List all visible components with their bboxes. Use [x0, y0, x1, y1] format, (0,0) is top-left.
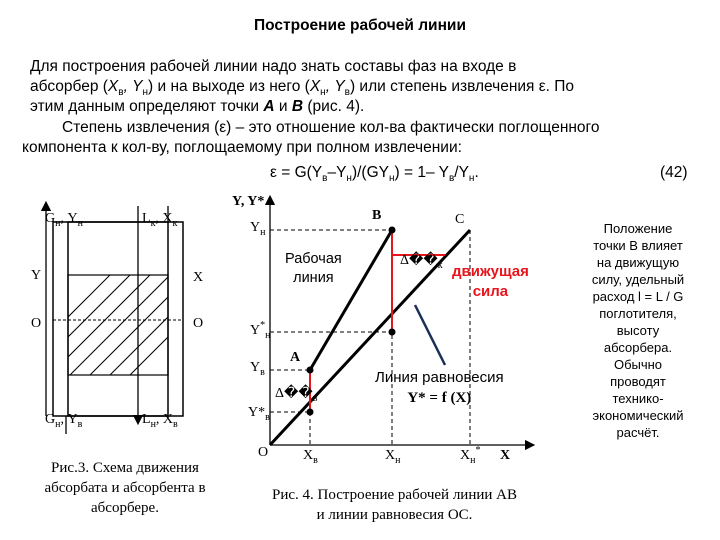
var-y: , Y	[123, 78, 143, 95]
t: , X	[155, 211, 173, 226]
t: , Y	[60, 211, 78, 226]
spacer	[358, 305, 378, 310]
label-line: Y* = f (X)	[407, 390, 472, 406]
formula-part: ε = G(Y	[270, 164, 323, 181]
sub: н	[346, 173, 352, 184]
t: , Y	[60, 412, 78, 427]
t: G	[45, 412, 56, 427]
yv-label	[250, 360, 265, 376]
o-right-label: O	[193, 316, 204, 331]
sub: н	[470, 455, 476, 466]
delta-yv-label	[275, 385, 317, 402]
sub: в	[322, 173, 328, 184]
driving-force-label	[452, 262, 529, 302]
note-line: расход l = L / G	[592, 289, 684, 304]
sub: н	[395, 455, 401, 466]
point-a-ref: A	[263, 98, 275, 115]
paragraph-line-5: компонента к кол-ву, поглощаемому при полном извлечении:	[22, 139, 462, 156]
sub: н	[260, 227, 266, 238]
formula-number: (42)	[660, 164, 688, 181]
y-label: Y	[31, 268, 42, 283]
note-line: поглотителя,	[599, 306, 677, 321]
paragraph-line-1: Для построения рабочей линии надо знать составы фаз на входе в	[30, 58, 517, 75]
absorber-inner	[68, 222, 168, 416]
caption-line: и линии равновесия OC.	[316, 507, 473, 523]
note-line: силу, удельный	[591, 272, 685, 287]
xn-star-label: $X_н^*$	[460, 445, 481, 466]
t: G	[45, 211, 56, 226]
sub: н	[142, 87, 149, 98]
caption-line: Рис. 4. Построение рабочей линии AB	[272, 487, 517, 503]
label-line: движущая	[452, 263, 529, 280]
t: , X	[155, 412, 174, 427]
point-eq-v-marker	[307, 409, 314, 416]
note-line: экономический	[592, 408, 684, 423]
working-line-diagram	[230, 190, 560, 465]
yn-star-label: $Y^*_н$	[250, 320, 271, 341]
fig4-caption	[232, 485, 557, 525]
delta-yk-label	[400, 252, 443, 269]
text: (рис. 4).	[303, 98, 365, 115]
formula-part: ) = 1– Y	[394, 164, 449, 181]
equilibrium-pointer	[415, 305, 445, 365]
caption-line: абсорбере.	[91, 500, 159, 516]
t: L	[142, 211, 151, 226]
o-left-label: O	[31, 316, 42, 331]
label-line: Рабочая	[285, 251, 342, 267]
gas-top-label	[45, 211, 83, 227]
point-c-label: C	[455, 212, 465, 227]
t: X	[385, 448, 396, 463]
sub: к	[172, 218, 178, 229]
note-line: высоту	[616, 323, 660, 338]
note-line: проводят	[610, 374, 666, 389]
t: X	[303, 448, 314, 463]
sub: в	[312, 393, 318, 404]
sub: к	[437, 260, 443, 271]
var-x: X	[309, 78, 321, 95]
sub: в	[260, 367, 265, 378]
text: ) и на выходе из него (	[148, 78, 310, 95]
t: Y*	[248, 405, 266, 420]
x-axis-label: X	[500, 448, 511, 463]
t: Y	[250, 323, 261, 338]
xn-label	[385, 448, 400, 464]
t: X	[460, 448, 471, 463]
label-line: сила	[472, 283, 509, 300]
sub: в	[313, 455, 318, 466]
note-line: точки B влияет	[593, 238, 683, 253]
equilibrium-label	[375, 368, 504, 408]
sub: в	[448, 173, 455, 184]
text: ) или степень извлечения ε. По	[349, 78, 575, 95]
sub: н	[55, 218, 61, 229]
point-b-marker	[389, 227, 396, 234]
yn-label	[250, 220, 265, 236]
origin-label: O	[258, 445, 269, 460]
t: Y	[250, 360, 261, 375]
sub: н	[150, 419, 156, 430]
packing-section	[68, 275, 168, 375]
sub: н	[55, 419, 61, 430]
text: абсорбер (	[30, 78, 108, 95]
point-b-label: B	[372, 208, 382, 223]
var-y: , Y	[325, 78, 345, 95]
paragraph-line-3	[30, 97, 364, 117]
absorber-scheme	[0, 190, 225, 440]
liquid-bottom-label	[142, 412, 178, 428]
t: Δ��	[400, 253, 438, 268]
text: и	[274, 98, 292, 115]
point-eq-k-marker	[389, 329, 396, 336]
note-line: Положение	[603, 221, 673, 236]
gas-bottom-label	[45, 412, 82, 428]
sub: в	[118, 87, 124, 98]
text: этим данным определяют точки	[30, 98, 264, 115]
y-axis-label: Y, Y*	[232, 194, 265, 209]
formula	[270, 163, 479, 185]
label-line: линия	[293, 270, 334, 286]
note-line: расчёт.	[616, 425, 660, 440]
liquid-top-label	[142, 211, 177, 227]
var-x: X	[107, 78, 119, 95]
point-a-label: A	[290, 350, 301, 365]
sub: н	[388, 173, 395, 184]
point-b-ref: B	[291, 98, 304, 115]
label-line: Линия равновесия	[375, 369, 504, 386]
note-line: Обычно	[613, 357, 663, 372]
note-line: технико-	[612, 391, 664, 406]
formula-part: .	[474, 164, 479, 181]
formula-part: /Y	[454, 164, 469, 181]
sub: в	[265, 412, 270, 423]
page-title: Построение рабочей линии	[254, 17, 466, 34]
formula-part: )/(GY	[351, 164, 389, 181]
note-line: абсорбера.	[603, 340, 673, 355]
t: Y	[250, 220, 261, 235]
point-a-marker	[307, 367, 314, 374]
t: Δ��	[275, 386, 313, 401]
sub: в	[173, 419, 178, 430]
sub: к	[150, 218, 156, 229]
sub: н	[468, 173, 475, 184]
side-note	[562, 220, 714, 441]
caption-line: абсорбата и абсорбента в	[44, 480, 206, 496]
fig3-caption	[20, 458, 230, 518]
paragraph-line-4: Степень извлечения (ε) – это отношение кол-ва фактически поглощенного	[62, 119, 600, 136]
sub: н	[320, 87, 326, 98]
note-line: на движущую	[596, 255, 680, 270]
sub: в	[77, 419, 83, 430]
formula-part: –Y	[327, 164, 347, 181]
sub: н	[77, 218, 83, 229]
x-label: X	[193, 270, 204, 285]
sub: в	[344, 87, 350, 98]
caption-line: Рис.3. Схема движения	[51, 460, 199, 476]
absorber-outer	[53, 222, 183, 416]
xv-label	[303, 448, 318, 464]
paragraph-line-2	[30, 77, 574, 99]
yv-star-label	[248, 405, 270, 421]
t: L	[142, 412, 151, 427]
working-line-label	[285, 250, 342, 288]
sub: н	[265, 330, 271, 341]
